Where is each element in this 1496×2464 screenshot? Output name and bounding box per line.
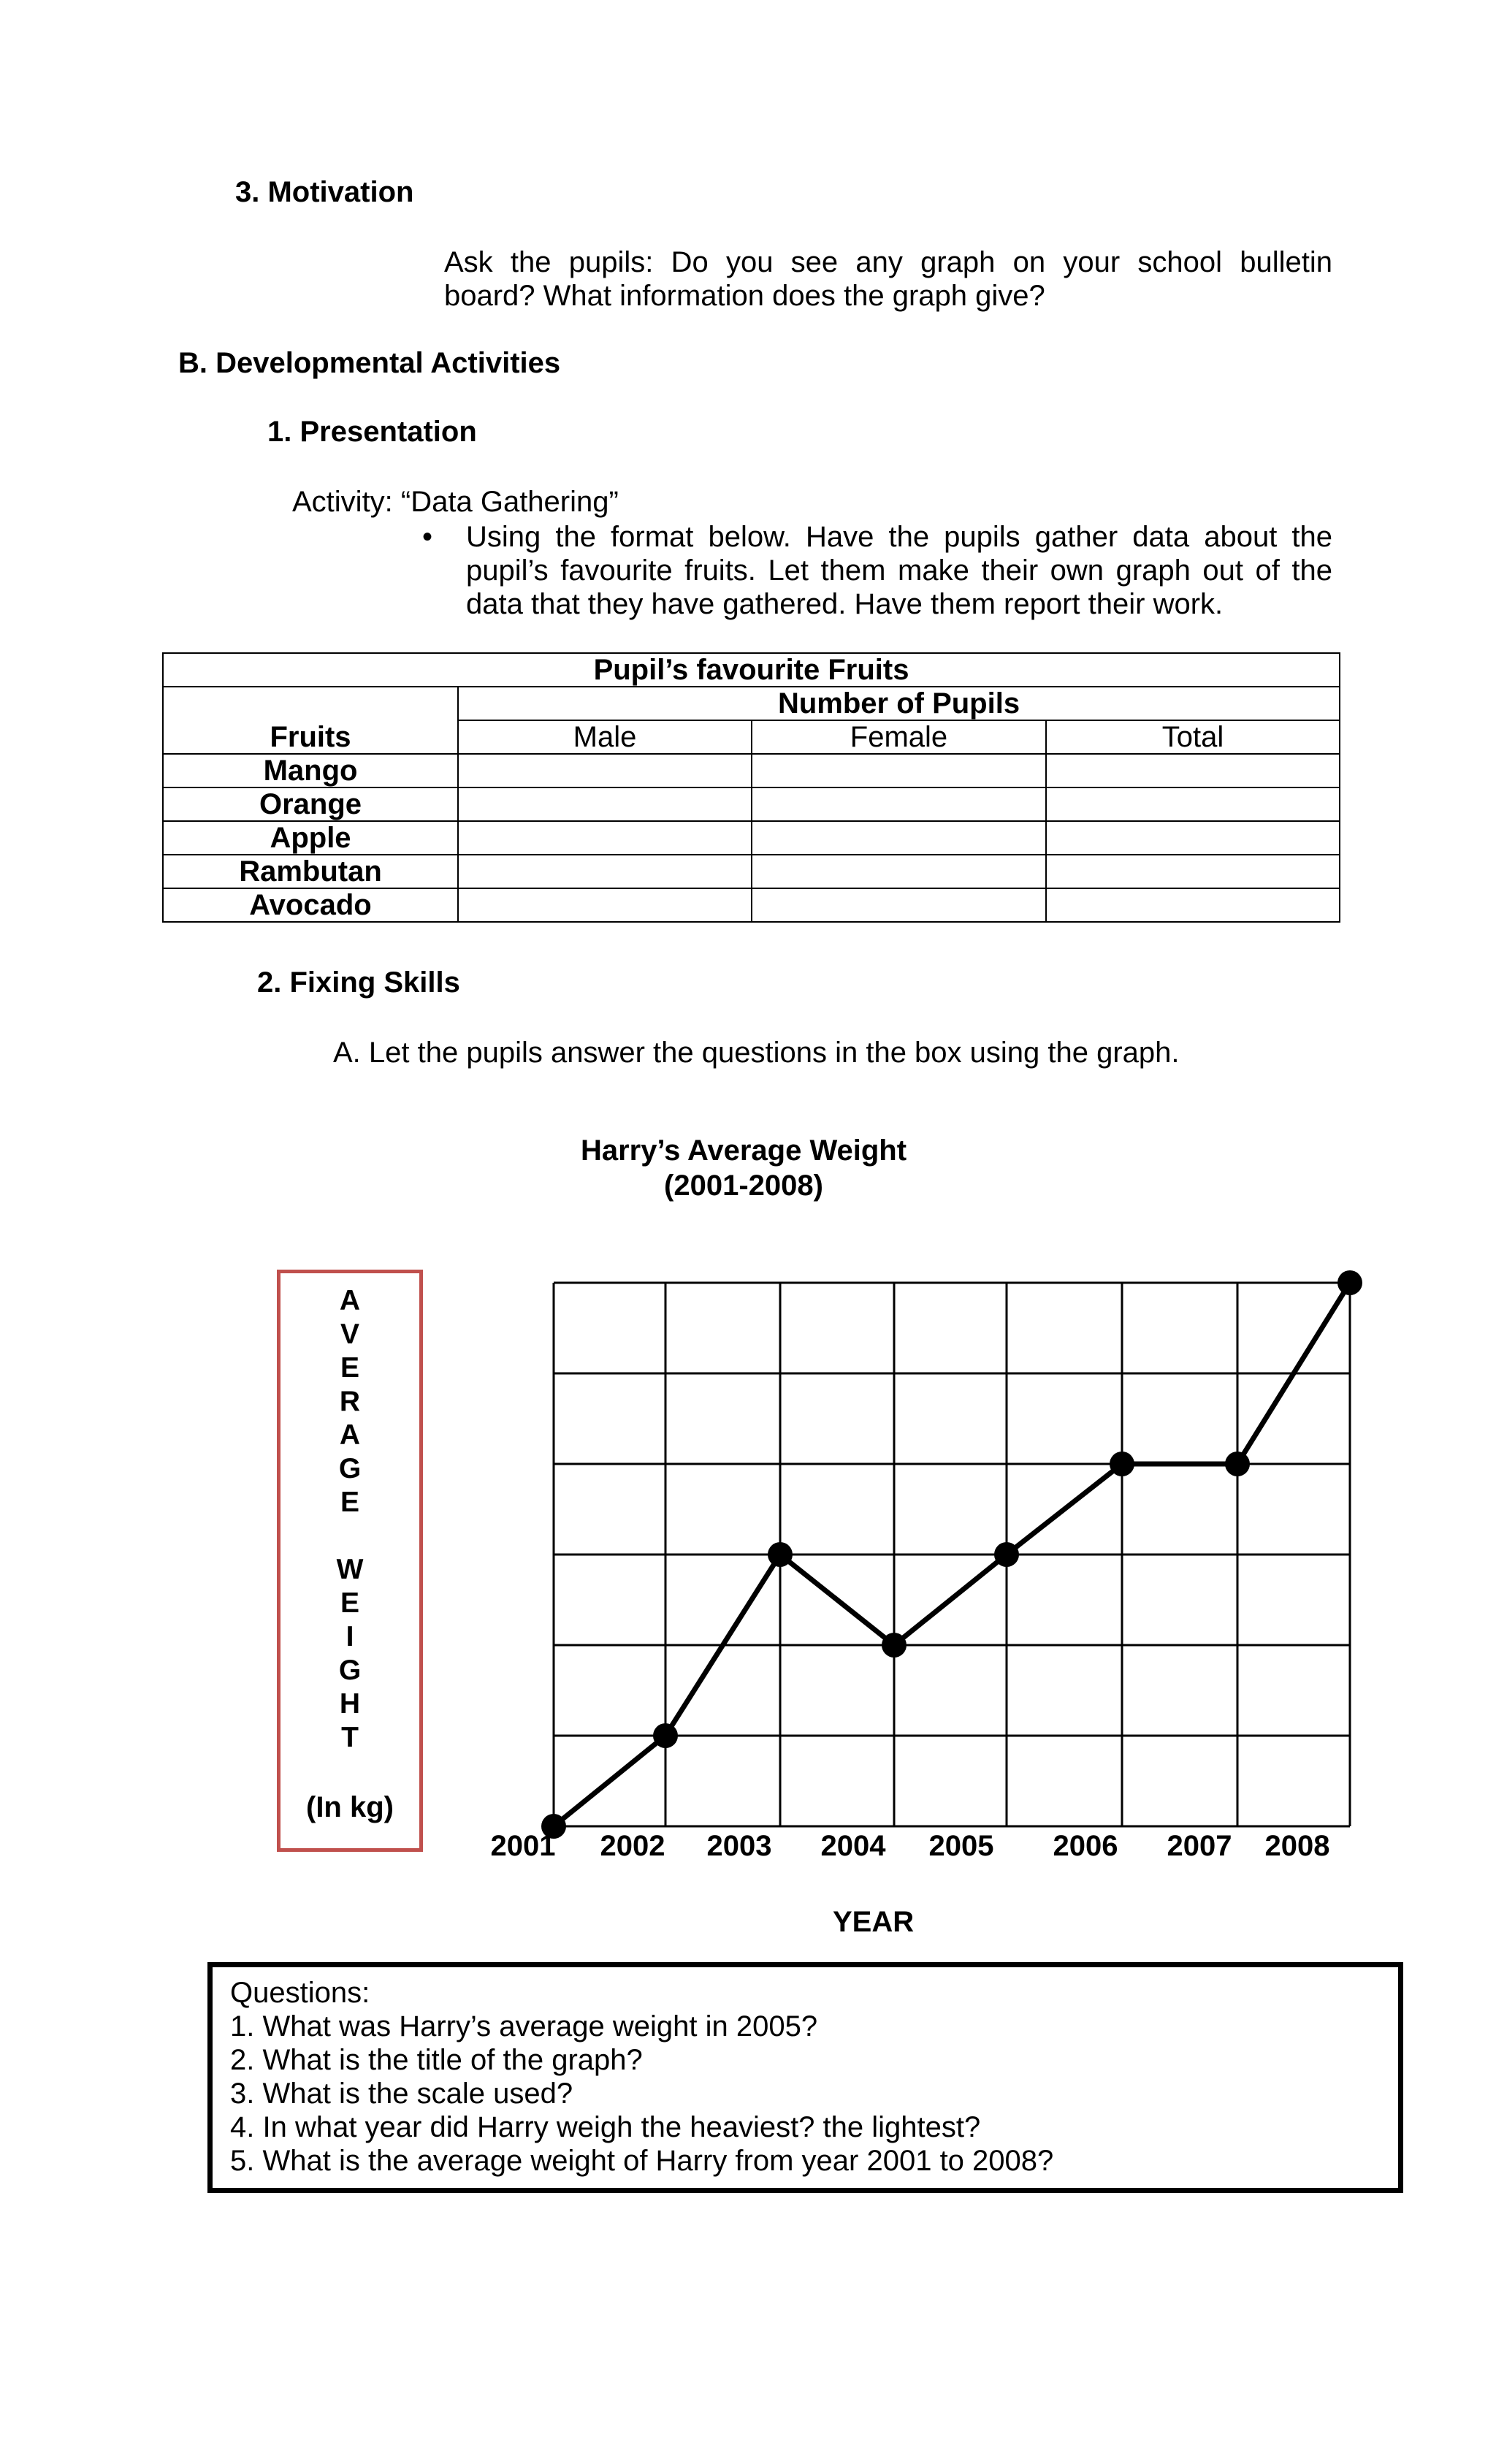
fixing-instruction: A. Let the pupils answer the questions in the box using the graph. (333, 1037, 1180, 1069)
data-point (1110, 1452, 1134, 1476)
x-tick-label: 2001 (490, 1830, 556, 1862)
fruit-table-title: Pupil’s favourite Fruits (163, 653, 1340, 687)
question-item: 5. What is the average weight of Harry from year 2001 to 2008? (230, 2145, 1054, 2177)
fruits-header: Fruits (163, 687, 458, 754)
question-item: 2. What is the title of the graph? (230, 2044, 643, 2076)
fixing-skills-heading: 2. Fixing Skills (257, 966, 460, 999)
activity-label: Activity: “Data Gathering” (292, 486, 619, 518)
questions-heading: Questions: (230, 1977, 370, 2009)
presentation-heading: 1. Presentation (267, 416, 477, 448)
x-tick-label: 2005 (928, 1830, 994, 1862)
y-axis-letter: H (339, 1688, 361, 1720)
x-tick-label: 2004 (820, 1830, 886, 1862)
y-axis-letter: V (340, 1319, 359, 1350)
question-item: 1. What was Harry’s average weight in 2005? (230, 2010, 818, 2042)
data-point (1225, 1452, 1250, 1476)
x-tick-label: 2007 (1167, 1830, 1232, 1862)
y-axis-letter: A (339, 1419, 361, 1451)
motivation-heading: 3. Motivation (235, 176, 414, 208)
y-axis-letter: A (339, 1285, 361, 1316)
total-header: Total (1046, 720, 1340, 754)
motivation-line-2: board? What information does the graph give? (444, 280, 1045, 312)
y-axis-letter: G (338, 1655, 362, 1686)
bullet-line-3: data that they have gathered. Have them report their work. (466, 588, 1224, 620)
question-item: 3. What is the scale used? (230, 2078, 573, 2110)
fruit-name: Mango (163, 754, 458, 787)
fruit-name: Orange (163, 787, 458, 821)
questions-box (207, 1962, 1403, 2193)
fruit-name: Avocado (163, 888, 458, 922)
y-axis-letter: W (336, 1554, 364, 1585)
y-axis-letter: R (339, 1386, 361, 1417)
data-point (1337, 1270, 1362, 1295)
x-tick-label: 2006 (1053, 1830, 1118, 1862)
motivation-line-1: Ask the pupils: Do you see any graph on your school bulletin (444, 246, 1332, 278)
fruit-name: Apple (163, 821, 458, 855)
developmental-heading: B. Developmental Activities (178, 347, 561, 379)
bullet-line-2: pupil’s favourite fruits. Let them make their own graph out of the (466, 554, 1332, 587)
data-point (768, 1542, 793, 1567)
chart-title: Harry’s Average Weight (580, 1134, 907, 1167)
x-tick-label: 2003 (706, 1830, 772, 1862)
y-axis-letter: T (341, 1722, 359, 1753)
x-tick-label: 2008 (1264, 1830, 1330, 1862)
y-axis-letter: E (340, 1352, 359, 1384)
data-point (653, 1723, 678, 1748)
data-point (882, 1633, 907, 1658)
y-axis-letter: G (338, 1453, 362, 1484)
x-tick-label: 2002 (600, 1830, 665, 1862)
x-axis-label: YEAR (833, 1906, 915, 1938)
female-header: Female (752, 720, 1046, 754)
male-header: Male (458, 720, 752, 754)
y-axis-letter: E (340, 1487, 359, 1518)
bullet-line-1: Using the format below. Have the pupils gather data about the (466, 521, 1332, 553)
y-axis-letter: I (346, 1621, 354, 1652)
data-point (994, 1542, 1019, 1567)
number-of-pupils-header: Number of Pupils (458, 687, 1340, 720)
y-axis-letter: E (340, 1587, 359, 1619)
chart-subtitle: (2001-2008) (664, 1170, 823, 1202)
y-axis-unit: (In kg) (306, 1791, 394, 1823)
fruit-name: Rambutan (163, 855, 458, 888)
question-item: 4. In what year did Harry weigh the heaviest? the lightest? (230, 2111, 981, 2143)
bullet-icon: • (422, 521, 433, 553)
